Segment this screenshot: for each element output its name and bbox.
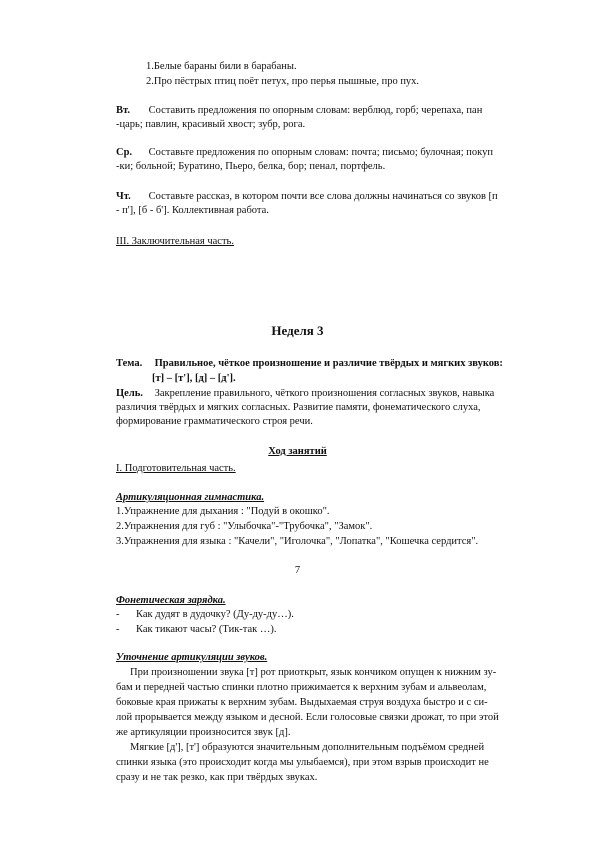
exercise-item: 1.Упражнение для дыхания : "Подуй в окошко". bbox=[116, 506, 330, 517]
phonetic-item: Как тикают часы? (Тик-так …). bbox=[136, 624, 277, 635]
paragraph-line: же артикуляции произносится звук [д]. bbox=[116, 727, 291, 738]
task-text: Составьте предложения по опорным словам: почта; письмо; булочная; покуп bbox=[148, 147, 493, 158]
task-text: Составить предложения по опорным словам: верблюд, горб; черепаха, пан bbox=[148, 105, 483, 116]
bullet-dash: - bbox=[116, 624, 120, 635]
phonetic-item: Как дудят в дудочку? (Ду-ду-ду…). bbox=[136, 609, 294, 620]
topic bbox=[116, 357, 503, 370]
clarify-heading: Уточнение артикуляции звуков. bbox=[116, 652, 268, 663]
goal bbox=[116, 387, 494, 400]
bullet-dash: - bbox=[116, 609, 120, 620]
prep-part-heading: I. Подготовительная часть. bbox=[116, 463, 236, 474]
goal-text: Закрепление правильного, чёткого произношения согласных звуков, навыка bbox=[154, 388, 495, 399]
list-item bbox=[116, 608, 294, 621]
task-wednesday bbox=[116, 146, 493, 159]
task-label: Ср. bbox=[116, 147, 133, 158]
task-text: Составьте рассказ, в котором почти все слова должны начинаться со звуков [п bbox=[148, 191, 498, 202]
articulation-heading: Артикуляционная гимнастика. bbox=[116, 492, 265, 503]
list-item: 1.Белые бараны били в барабаны. bbox=[146, 61, 297, 72]
task-text-cont: -ки; больной; Буратино, Пьеро, белка, бор; пенал, портфель. bbox=[116, 161, 386, 172]
lesson-heading: Ход занятий bbox=[268, 446, 327, 457]
week-title: Неделя 3 bbox=[271, 323, 324, 338]
paragraph-line: бам и передней частью спинки плотно прижимается к верхним зубам и альвеолам, bbox=[116, 682, 487, 693]
paragraph-line: лой прорывается между языком и десной. Если голосовые связки дрожат, то при этой bbox=[116, 712, 499, 723]
goal-label: Цель. bbox=[116, 388, 143, 399]
task-label: Вт. bbox=[116, 105, 130, 116]
exercise-item: 3.Упражнения для языка : "Качели", "Иголочка", "Лопатка", "Кошечка сердится". bbox=[116, 536, 479, 547]
list-item bbox=[116, 623, 277, 636]
goal-text-cont: формирование грамматического строя речи. bbox=[116, 416, 313, 427]
goal-text-cont: различия твёрдых и мягких согласных. Развитие памяти, фонематического слуха, bbox=[116, 402, 481, 413]
paragraph-line: боковые края прижаты к верхним зубам. Выдыхаемая струя воздуха быстро и с си- bbox=[116, 697, 488, 708]
paragraph-line: Мягкие [д'], [т'] образуются значительным дополнительным подъёмом средней bbox=[130, 742, 485, 753]
topic-sounds: [т] – [т'], [д] – [д']. bbox=[152, 373, 236, 384]
task-text-cont: - п'], [б - б']. Коллективная работа. bbox=[116, 205, 269, 216]
list-item: 2.Про пёстрых птиц поёт петух, про перья пышные, про пух. bbox=[146, 76, 420, 87]
task-tuesday bbox=[116, 104, 482, 117]
paragraph-line: спинки языка (это происходит когда мы улыбаемся), при этом взрыв происходит не bbox=[116, 757, 489, 768]
topic-label: Тема. bbox=[116, 358, 143, 369]
closing-part-heading: III. Заключительная часть. bbox=[116, 236, 234, 247]
task-text-cont: -царь; павлин, красивый хвост; зубр, рога. bbox=[116, 119, 306, 130]
paragraph-line: сразу и не так резко, как при твёрдых звуках. bbox=[116, 772, 318, 783]
phonetic-heading: Фонетическая зарядка. bbox=[116, 595, 226, 606]
exercise-item: 2.Упражнения для губ : "Улыбочка"-"Трубочка", "Замок". bbox=[116, 521, 373, 532]
topic-text: Правильное, чёткое произношение и различие твёрдых и мягких звуков: bbox=[154, 358, 503, 369]
page-number: 7 bbox=[294, 565, 301, 576]
paragraph-line: При произношении звука [т] рот приоткрыт, язык кончиком опущен к нижним зу- bbox=[130, 667, 497, 678]
task-label: Чт. bbox=[116, 191, 131, 202]
task-thursday bbox=[116, 190, 498, 203]
